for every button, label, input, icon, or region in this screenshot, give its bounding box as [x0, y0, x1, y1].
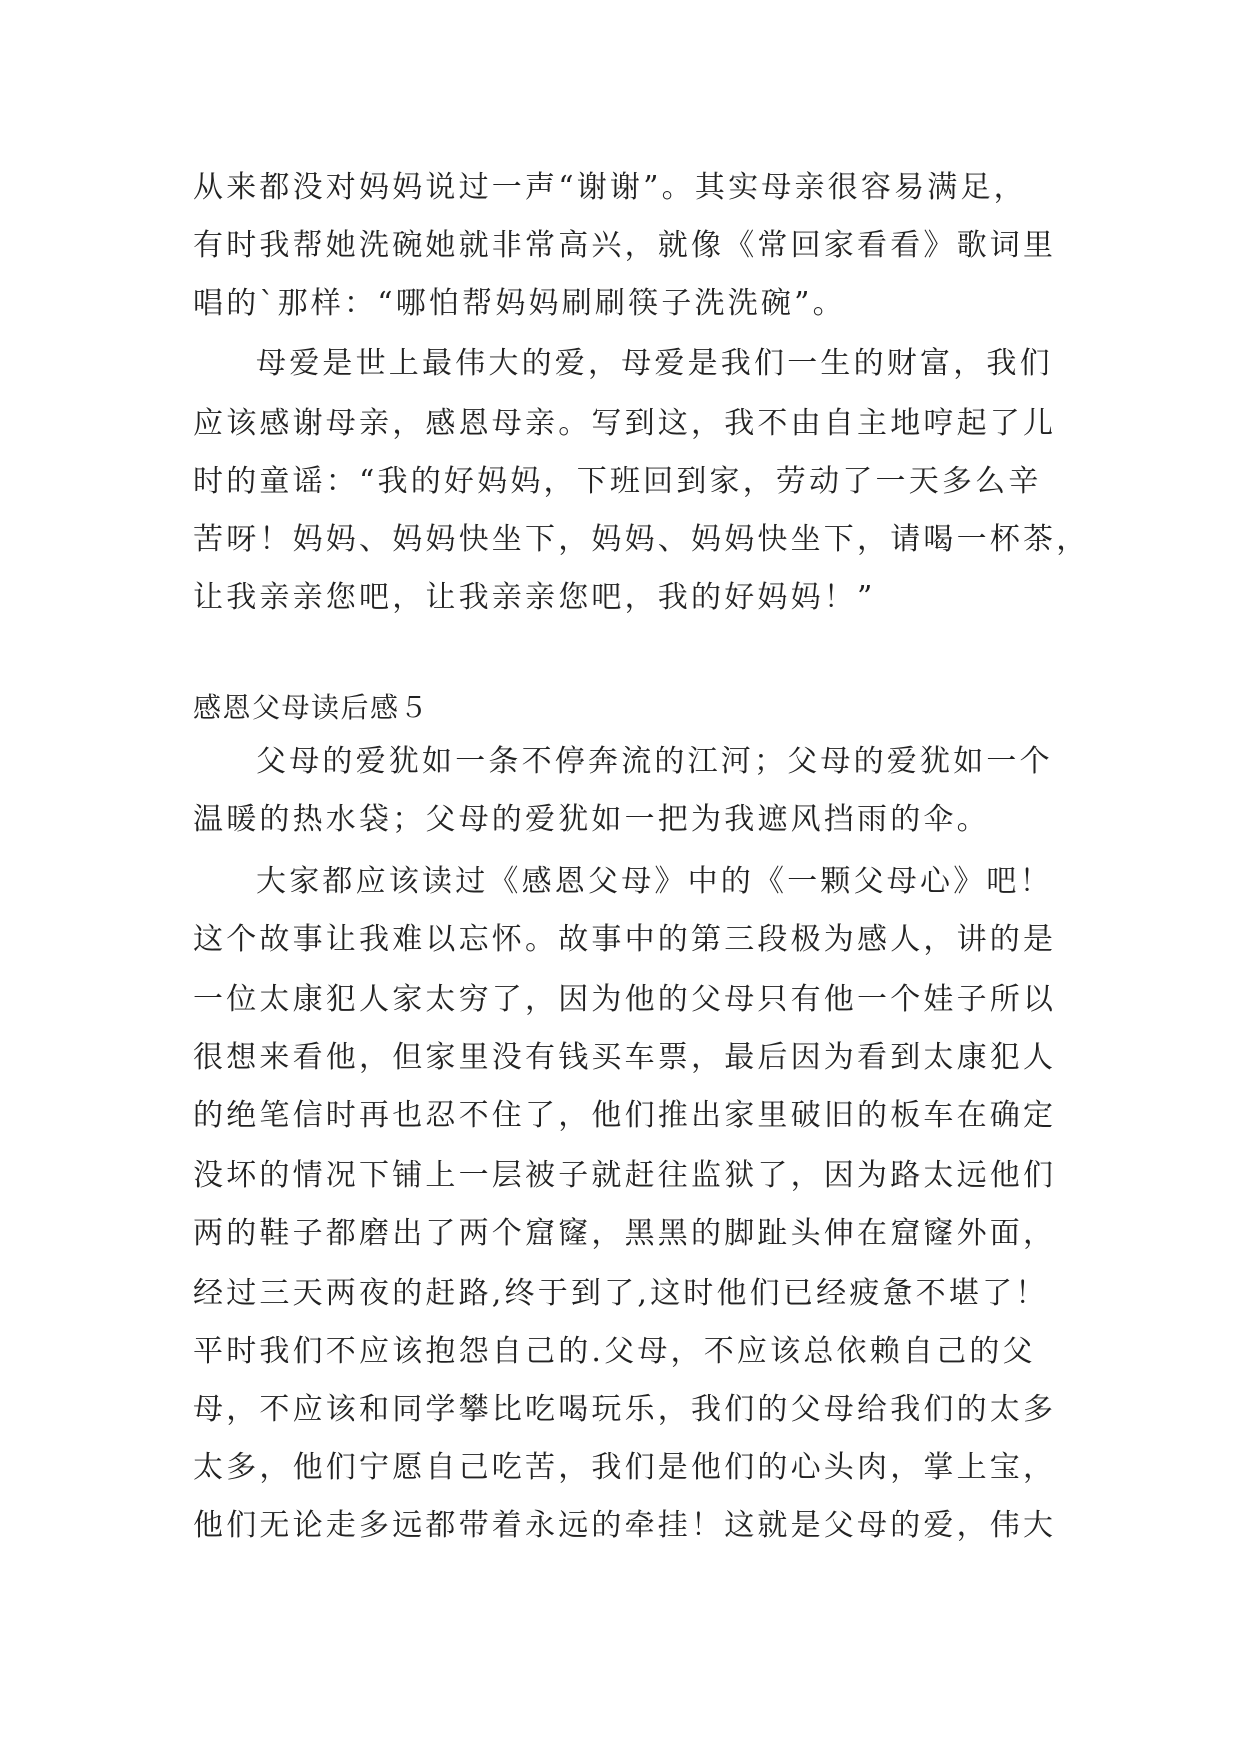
paragraph-line: 平时我们不应该抱怨自己的.父母，不应该总依赖自己的父	[193, 1334, 1036, 1369]
paragraph-line: 两的鞋子都磨出了两个窟窿，黑黑的脚趾头伸在窟窿外面，	[193, 1216, 1057, 1251]
paragraph-line: 的绝笔信时再也忍不住了，他们推出家里破旧的板车在确定	[193, 1098, 1057, 1133]
paragraph-line: 从来都没对妈妈说过一声“谢谢”。其实母亲很容易满足，	[193, 170, 1027, 205]
paragraph-line: 一位太康犯人家太穷了，因为他的父母只有他一个娃子所以	[193, 982, 1057, 1017]
paragraph-line: 他们无论走多远都带着永远的牵挂！这就是父母的爱，伟大	[193, 1508, 1057, 1543]
paragraph-line: 唱的`那样：“哪怕帮妈妈刷刷筷子洗洗碗”。	[193, 286, 846, 321]
paragraph-line: 经过三天两夜的赶路,终于到了,这时他们已经疲惫不堪了！	[193, 1276, 1049, 1311]
paragraph-line: 母，不应该和同学攀比吃喝玩乐，我们的父母给我们的太多	[193, 1392, 1057, 1427]
paragraph-line: 让我亲亲您吧，让我亲亲您吧，我的好妈妈！”	[193, 580, 876, 615]
paragraph-line: 大家都应该读过《感恩父母》中的《一颗父母心》吧！	[256, 864, 1053, 899]
paragraph-line: 父母的爱犹如一条不停奔流的江河；父母的爱犹如一个	[256, 744, 1053, 779]
paragraph-line: 温暖的热水袋；父母的爱犹如一把为我遮风挡雨的伞。	[193, 802, 990, 837]
paragraph-line: 应该感谢母亲，感恩母亲。写到这，我不由自主地哼起了儿	[193, 406, 1057, 441]
paragraph-line: 时的童谣：“我的好妈妈，下班回到家，劳动了一天多么辛	[193, 464, 1042, 499]
paragraph-line: 这个故事让我难以忘怀。故事中的第三段极为感人，讲的是	[193, 922, 1057, 957]
section-heading: 感恩父母读后感５	[193, 691, 430, 724]
paragraph-line: 母爱是世上最伟大的爱，母爱是我们一生的财富，我们	[256, 346, 1053, 381]
paragraph-line: 有时我帮她洗碗她就非常高兴，就像《常回家看看》歌词里	[193, 228, 1057, 263]
paragraph-line: 没坏的情况下铺上一层被子就赶往监狱了，因为路太远他们	[193, 1158, 1057, 1193]
paragraph-line: 很想来看他，但家里没有钱买车票，最后因为看到太康犯人	[193, 1040, 1057, 1075]
paragraph-line: 太多，他们宁愿自己吃苦，我们是他们的心头肉，掌上宝，	[193, 1450, 1057, 1485]
paragraph-line: 苦呀！妈妈、妈妈快坐下，妈妈、妈妈快坐下，请喝一杯茶，	[193, 522, 1090, 557]
